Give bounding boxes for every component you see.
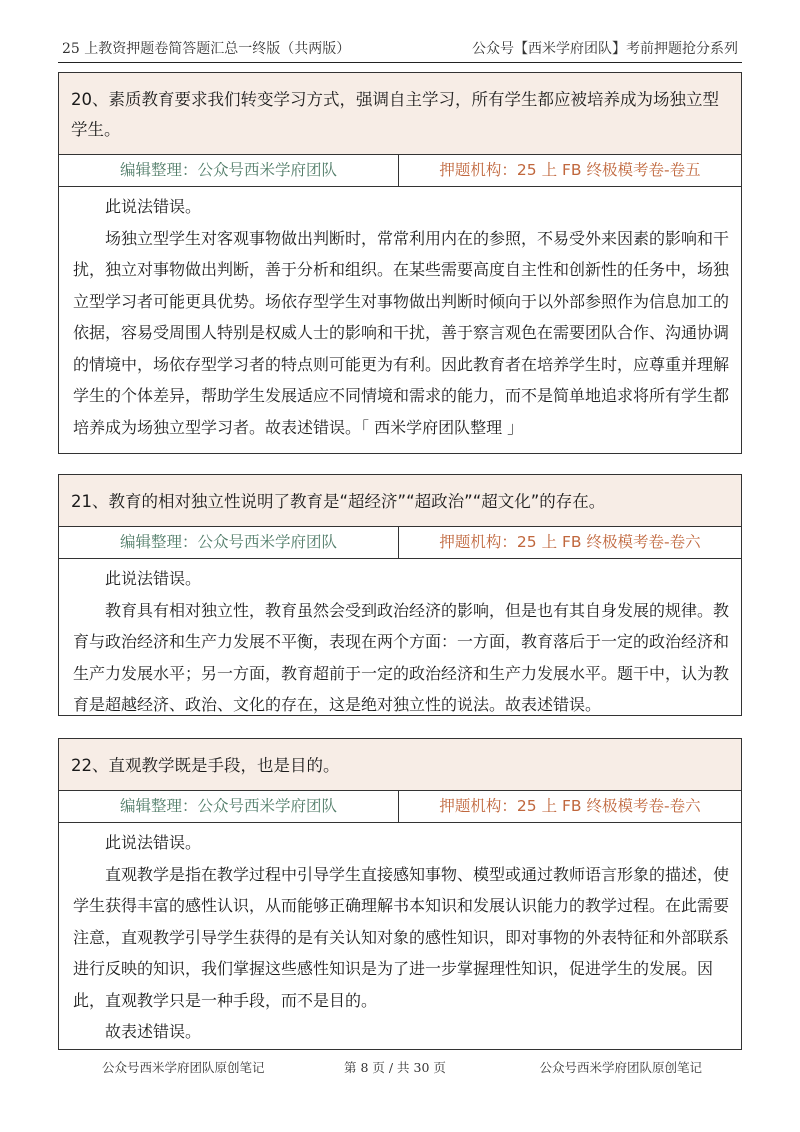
question-meta-row [59,791,741,823]
answer-paragraph: 场独立型学生对客观事物做出判断时，常常利用内在的参照，不易受外来因素的影响和干扰，独立对事物做出判断，善于分析和组织。在某些需要高度自主性和创新性的任务中，场独立型学习者可能更具优势。场依存型学生对事物做出判断时倾向于以外部参照作为信息加工的依据，容易受周围人特别是权威人士的影响和干扰，善于察言观色在需要团队合作、沟通协调的情境中，场依存型学习者的特点则可能更为有利。因此教育者在培养学生时，应尊重并理解学生的个体差异，帮助学生发展适应不同情境和需求的能力，而不是简单地追求将所有学生都培养成为场独立型学习者。故表述错误。「 西米学府团队整理 」 [73,228,730,437]
answer-verdict: 此说法错误。 [105,833,202,852]
question-block-21 [58,474,742,716]
page-number: 第 8 页 / 共 30 页 [344,1060,446,1075]
source-credit: 押题机构：25 上 FB 终极模考卷-卷五 [439,161,701,179]
answer-verdict: 此说法错误。 [105,569,202,588]
editor-credit: 编辑整理：公众号西米学府团队 [59,527,399,558]
question-block-22 [58,738,742,1050]
editor-credit: 编辑整理：公众号西米学府团队 [59,791,399,822]
question-title: 20、素质教育要求我们转变学习方式，强调自主学习，所有学生都应被培养成为场独立型学生。 [59,73,741,155]
question-block-20 [58,72,742,454]
answer-verdict: 此说法错误。 [105,197,202,216]
page-header [58,34,742,63]
footer-right-note: 公众号西米学府团队原创笔记 [539,1060,702,1075]
answer-paragraph: 直观教学是指在教学过程中引导学生直接感知事物、模型或通过教师语言形象的描述，使学生获得丰富的感性认识，从而能够正确理解书本知识和发展认识能力的教学过程。在此需要注意，直观教学引导学生获得的是有关认知对象的感性知识，即对事物的外表特征和外部联系进行反映的知识，我们掌握这些感性知识是为了进一步掌握理性知识，促进学生的发展。因此，直观教学只是一种手段，而不是目的。 [73,864,730,1010]
answer-body [59,559,741,731]
header-doc-title: 25 上教资押题卷简答题汇总一终版（共两版） [62,41,351,57]
answer-body [59,187,741,453]
footer-left-note: 公众号西米学府团队原创笔记 [102,1060,265,1075]
header-series-title: 公众号【西米学府团队】考前押题抢分系列 [472,41,738,57]
question-title: 21、教育的相对独立性说明了教育是“超经济”“超政治”“超文化”的存在。 [59,475,741,527]
source-credit: 押题机构：25 上 FB 终极模考卷-卷六 [439,533,701,551]
question-title: 22、直观教学既是手段，也是目的。 [59,739,741,791]
question-meta-row [59,527,741,559]
answer-body [59,823,741,1058]
answer-paragraph: 教育具有相对独立性，教育虽然会受到政治经济的影响，但是也有其自身发展的规律。教育与政治经济和生产力发展不平衡，表现在两个方面：一方面，教育落后于一定的政治经济和生产力发展水平；另一方面，教育超前于一定的政治经济和生产力发展水平。题干中，认为教育是超越经济、政治、文化的存在，这是绝对独立性的说法。故表述错误。 [73,600,730,714]
source-credit: 押题机构：25 上 FB 终极模考卷-卷六 [439,797,701,815]
question-meta-row [59,155,741,187]
page-footer [58,1058,742,1082]
answer-conclusion: 故表述错误。 [105,1022,202,1041]
editor-credit: 编辑整理：公众号西米学府团队 [59,155,399,186]
